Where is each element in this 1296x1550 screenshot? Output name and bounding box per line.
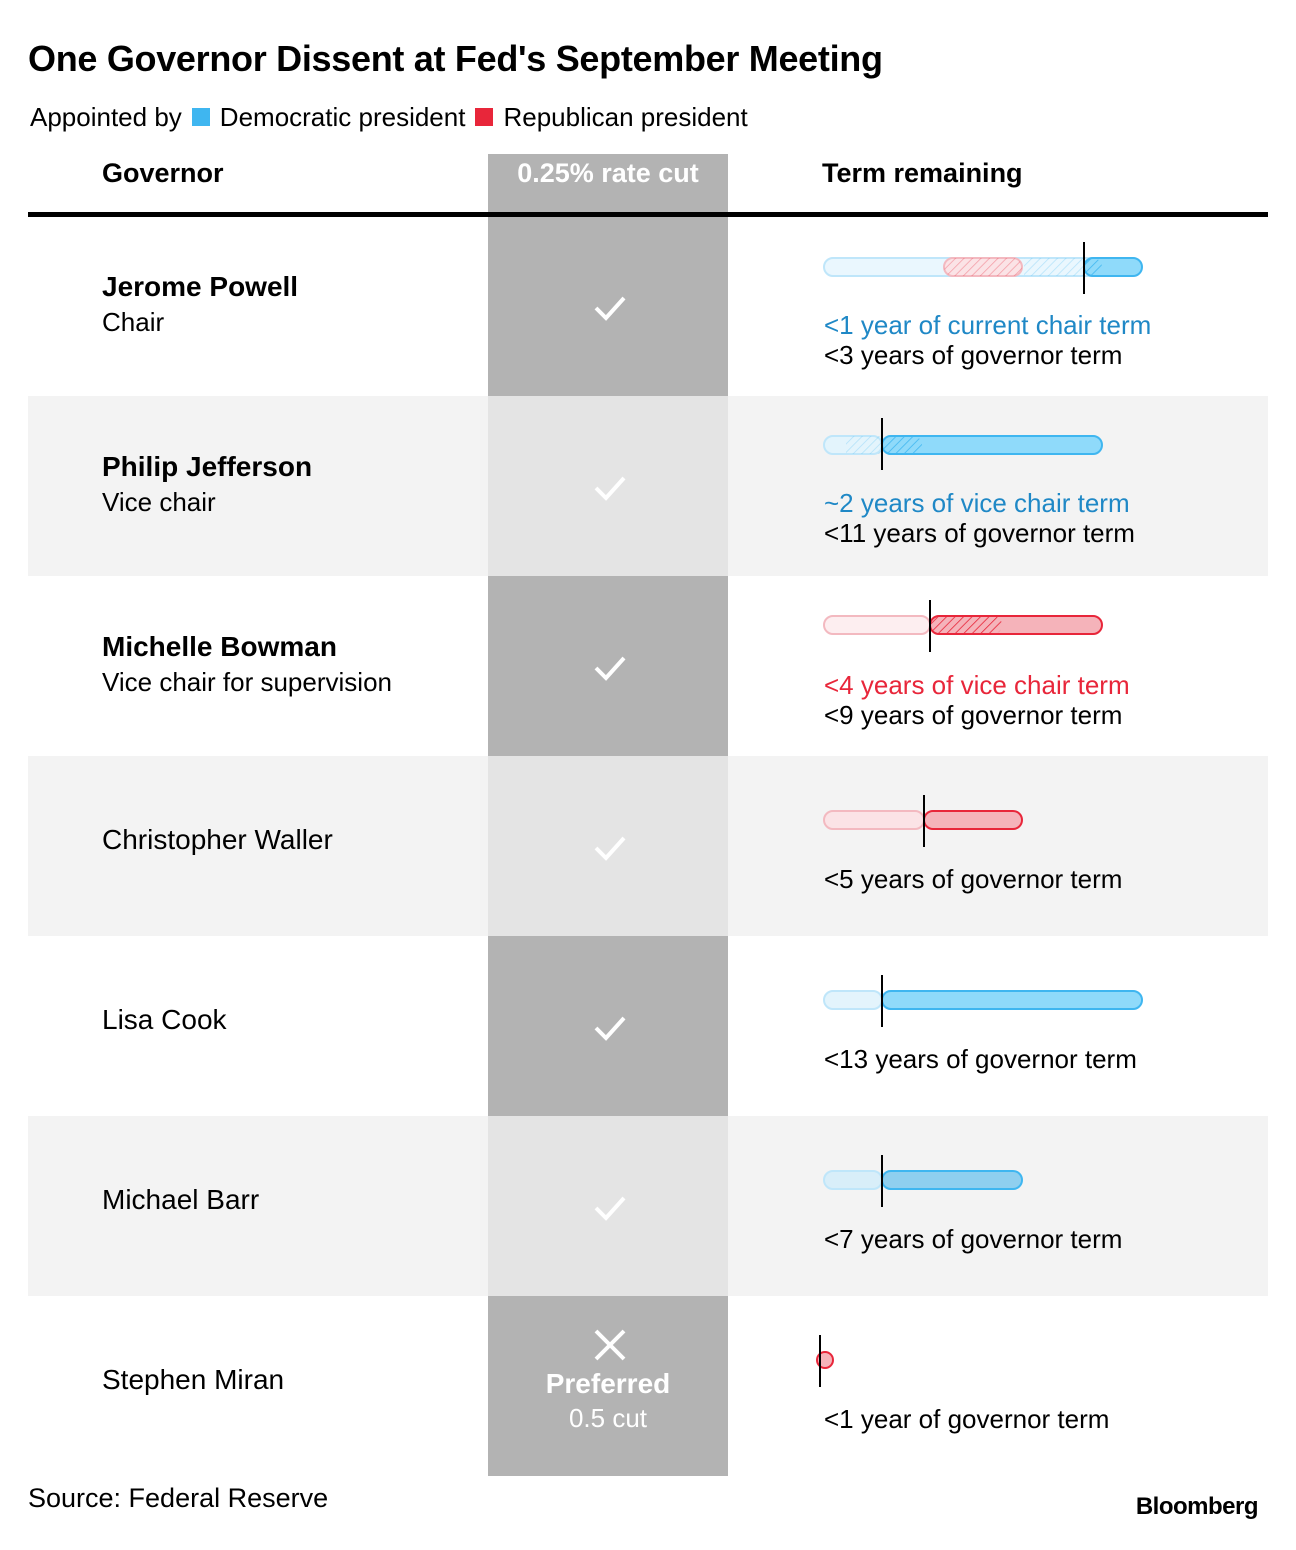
table-row-miran [28,1296,1268,1476]
role-term-text: <4 years of vice chair term [824,670,1130,700]
role-term-text: ~2 years of vice chair term [824,488,1130,518]
check-icon [593,650,627,684]
governor-name: Stephen Miran [102,1364,285,1395]
table-row-powell [28,216,1268,396]
governor-term-text: <3 years of governor term [824,340,1123,370]
check-icon [593,470,627,504]
check-icon [593,1010,627,1044]
bloomberg-logo: Bloomberg [1135,1493,1258,1520]
governor-name: Jerome Powell [102,271,299,302]
legend-swatch-dem [192,108,210,126]
header-governor: Governor [102,158,224,188]
governor-name: Michael Barr [102,1184,260,1215]
bar-governor-past [824,991,882,1009]
table-row-barr [28,1116,1268,1296]
table-row-waller [28,756,1268,936]
check-icon [593,1190,627,1224]
bar-prior-rep-chair-hatch [944,258,1022,276]
bar-prior-chair-hatch [1024,258,1084,276]
term-bar-miran [816,1329,1156,1399]
chart-title: One Governor Dissent at Fed's September Meeting [28,38,883,79]
term-bar-waller [816,789,1156,859]
legend-label-rep: Republican president [503,101,748,132]
governor-role: Chair [102,307,165,337]
term-bar-barr [816,1149,1156,1219]
dissent-note: 0.5 cut [568,1403,648,1433]
bar-governor-remaining [924,811,1022,829]
governor-term-text: <1 year of governor term [824,1404,1110,1434]
bar-governor-past [824,811,924,829]
table-row-bowman [28,576,1268,756]
bar-governor-remaining [882,991,1142,1009]
x-icon [593,1328,627,1362]
term-bar-cook [816,969,1156,1039]
governor-role: Vice chair [102,487,216,517]
legend [30,100,748,134]
governor-name: Philip Jefferson [102,451,313,482]
table-row-jefferson [28,396,1268,576]
bar-governor-remaining [882,1171,1022,1189]
header-term: Term remaining [822,158,1023,188]
legend-label-dem: Democratic president [219,101,466,132]
bar-chair-remaining [1084,258,1102,276]
governor-term-text: <5 years of governor term [824,864,1123,894]
table-row-cook [28,936,1268,1116]
governor-term-text: <7 years of governor term [824,1224,1123,1254]
governor-name: Lisa Cook [102,1004,227,1035]
check-icon [593,290,627,324]
bar-vice-chair-remaining [930,616,1002,634]
dissent-label: Preferred [545,1368,671,1399]
governor-term-text: <13 years of governor term [824,1044,1137,1074]
header-vote: 0.25% rate cut [517,158,699,188]
governor-term-text: <11 years of governor term [824,518,1135,548]
check-icon [593,830,627,864]
role-term-text: <1 year of current chair term [824,310,1152,340]
governor-term-text: <9 years of governor term [824,700,1123,730]
bar-governor-past [824,616,930,634]
term-bar-bowman [816,594,1156,664]
governor-name: Michelle Bowman [102,631,337,662]
governor-role: Vice chair for supervision [102,667,392,697]
legend-prefix: Appointed by [30,101,182,132]
term-bar-powell [816,236,1156,306]
term-bar-jefferson [816,414,1156,484]
legend-swatch-rep [475,108,493,126]
bar-vice-chair-remaining [882,436,922,454]
governor-name: Christopher Waller [102,824,333,855]
source-note: Source: Federal Reserve [28,1483,329,1513]
bar-prior-hatch [846,436,882,454]
bar-governor-past [824,1171,882,1189]
